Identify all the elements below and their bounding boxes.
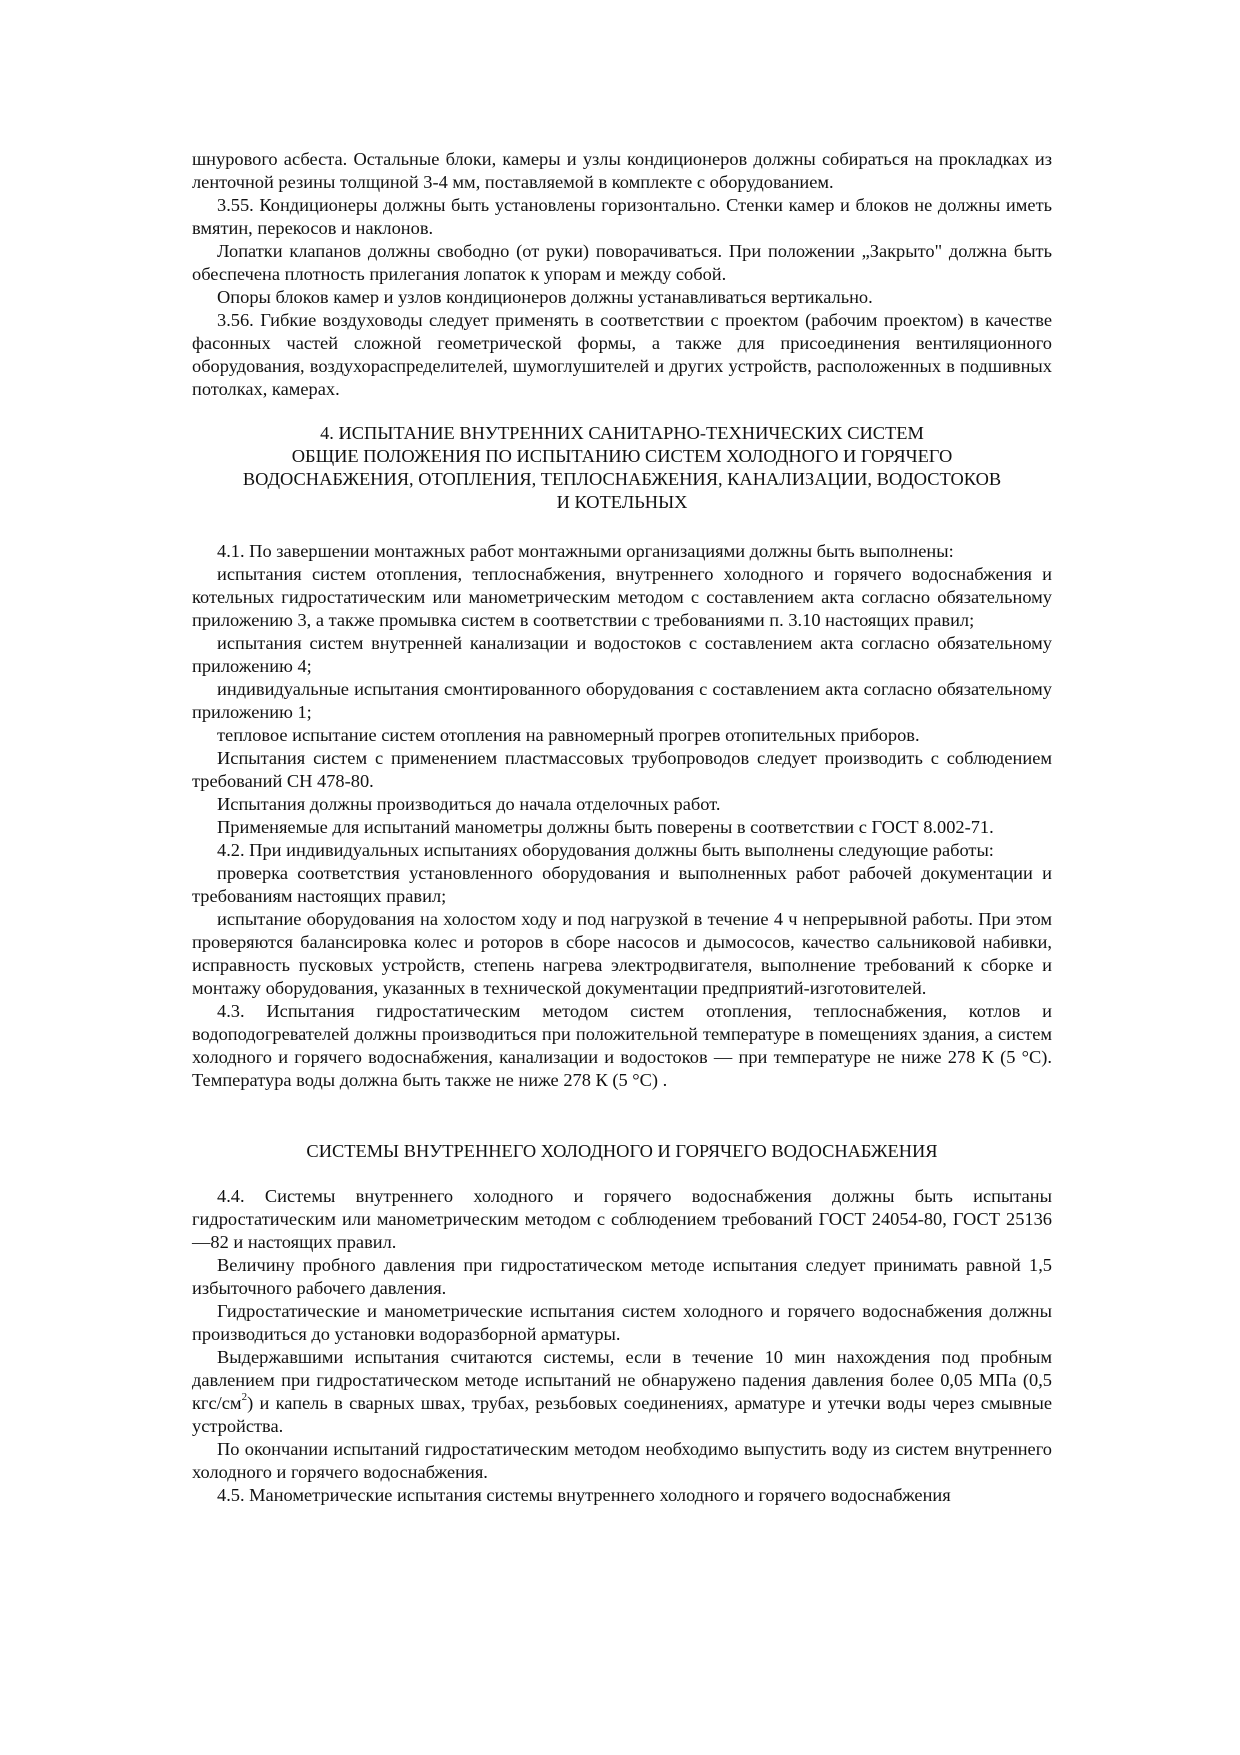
paragraph-4-1-a: испытания систем отопления, теплоснабжения, внутреннего холодного и горячего водоснабжения и котельных гидростатическим или манометрическим методом с составлением акта согласно обязательному приложению 3, а также промывка систем в соответствии с требованиями п. 3.10 настоящих правил; xyxy=(192,564,1052,630)
section-4-heading-line-4: И КОТЕЛЬНЫХ xyxy=(556,492,688,512)
paragraph-4-1-g: Применяемые для испытаний манометры должны быть поверены в соответствии с ГОСТ 8.002-71. xyxy=(217,817,994,837)
document-page xyxy=(192,148,1052,1507)
paragraph-4-4-c-text-2: ) и капель в сварных швах, трубах, резьбовых соединениях, арматуре и утечки воды через смывные устройства. xyxy=(192,1393,1052,1436)
paragraph-4-4: 4.4. Системы внутреннего холодного и горячего водоснабжения должны быть испытаны гидростатическим или манометрическим методом с соблюдением требований ГОСТ 24054-80, ГОСТ 25136—82 и настоящих правил. xyxy=(192,1186,1052,1252)
paragraph-3-55: 3.55. Кондиционеры должны быть установлены горизонтально. Стенки камер и блоков не должны иметь вмятин, перекосов и наклонов. xyxy=(192,195,1052,238)
paragraph-4-1: 4.1. По завершении монтажных работ монтажными организациями должны быть выполнены: xyxy=(217,541,954,561)
section-4-heading-line-3: ВОДОСНАБЖЕНИЯ, ОТОПЛЕНИЯ, ТЕПЛОСНАБЖЕНИЯ, КАНАЛИЗАЦИИ, ВОДОСТОКОВ xyxy=(242,469,1002,489)
paragraph-4-4-a: Величину пробного давления при гидростатическом методе испытания следует принимать равной 1,5 избыточного рабочего давления. xyxy=(192,1255,1052,1298)
paragraph-3-56: 3.56. Гибкие воздуховоды следует применять в соответствии с проектом (рабочим проектом) в качестве фасонных частей сложной геометрической формы, а также для присоединения вентиляционного оборудования, воздухораспределителей, шумоглушителей и других устройств, расположенных в подшивных потолках, камерах. xyxy=(192,310,1052,399)
paragraph-4-1-f: Испытания должны производиться до начала отделочных работ. xyxy=(217,794,721,814)
water-supply-heading: СИСТЕМЫ ВНУТРЕННЕГО ХОЛОДНОГО И ГОРЯЧЕГО ВОДОСНАБЖЕНИЯ xyxy=(306,1141,938,1161)
paragraph-lopatki: Лопатки клапанов должны свободно (от руки) поворачиваться. При положении „Закрыто" должна быть обеспечена плотность прилегания лопаток к упорам и между собой. xyxy=(192,241,1052,284)
paragraph-4-2-b: испытание оборудования на холостом ходу и под нагрузкой в течение 4 ч непрерывной работы. При этом проверяются балансировка колес и роторов в сборе насосов и дымососов, качество сальниковой набивки, исправность пусковых устройств, степень нагрева электродвигателя, выполнение требований к сборке и монтажу оборудования, указанных в технической документации предприятий-изготовителей. xyxy=(192,909,1052,998)
paragraph-opory: Опоры блоков камер и узлов кондиционеров должны устанавливаться вертикально. xyxy=(217,287,873,307)
paragraph-4-4-b: Гидростатические и манометрические испытания систем холодного и горячего водоснабжения должны производиться до установки водоразборной арматуры. xyxy=(192,1301,1052,1344)
paragraph-4-4-c-text-1: Выдержавшими испытания считаются системы, если в течение 10 мин нахождения под пробным давлением при гидростатическом методе испытаний не обнаружено падения давления более 0,05 МПа (0,5 кгс/см xyxy=(192,1347,1052,1413)
superscript-2: 2 xyxy=(241,1390,248,1403)
section-4-heading xyxy=(192,422,1052,514)
section-4-heading-line-1: 4. ИСПЫТАНИЕ ВНУТРЕННИХ САНИТАРНО-ТЕХНИЧЕСКИХ СИСТЕМ xyxy=(320,423,924,443)
paragraph-4-1-c: индивидуальные испытания смонтированного оборудования с составлением акта согласно обязательному приложению 1; xyxy=(192,679,1052,722)
paragraph-4-4-d: По окончании испытаний гидростатическим методом необходимо выпустить воду из систем внутреннего холодного и горячего водоснабжения. xyxy=(192,1439,1052,1482)
paragraph-4-4-c xyxy=(192,1346,1052,1438)
paragraph-continuation: шнурового асбеста. Остальные блоки, камеры и узлы кондиционеров должны собираться на прокладках из ленточной резины толщиной 3-4 мм, поставляемой в комплекте с оборудованием. xyxy=(192,149,1052,192)
paragraph-4-1-b: испытания систем внутренней канализации и водостоков с составлением акта согласно обязательному приложению 4; xyxy=(192,633,1052,676)
paragraph-4-1-e: Испытания систем с применением пластмассовых трубопроводов следует производить с соблюдением требований СН 478-80. xyxy=(192,748,1052,791)
paragraph-4-2-a: проверка соответствия установленного оборудования и выполненных работ рабочей документации и требованиям настоящих правил; xyxy=(192,863,1052,906)
paragraph-4-3: 4.3. Испытания гидростатическим методом систем отопления, теплоснабжения, котлов и водоподогревателей должны производиться при положительной температуре в помещениях здания, а систем холодного и горячего водоснабжения, канализации и водостоков — при температуре не ниже 278 К (5 °С). Температура воды должна быть также не ниже 278 К (5 °С) . xyxy=(192,1001,1052,1090)
paragraph-4-2: 4.2. При индивидуальных испытаниях оборудования должны быть выполнены следующие работы: xyxy=(217,840,994,860)
paragraph-4-1-d: тепловое испытание систем отопления на равномерный прогрев отопительных приборов. xyxy=(217,725,920,745)
section-4-heading-line-2: ОБЩИЕ ПОЛОЖЕНИЯ ПО ИСПЫТАНИЮ СИСТЕМ ХОЛОДНОГО И ГОРЯЧЕГО xyxy=(291,446,953,466)
paragraph-4-5: 4.5. Манометрические испытания системы внутреннего холодного и горячего водоснабжения xyxy=(217,1485,951,1505)
